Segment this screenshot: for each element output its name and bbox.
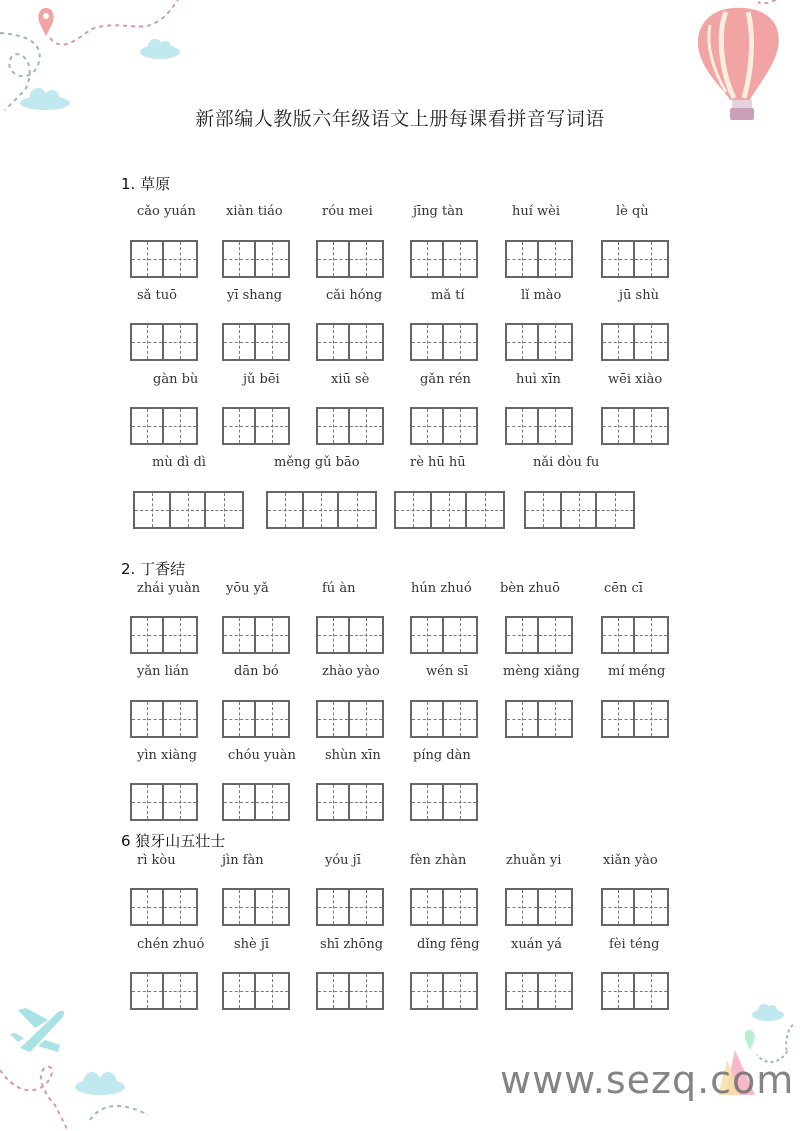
character-cell[interactable] — [350, 974, 382, 1008]
tianzige-answer-grid[interactable] — [130, 616, 198, 654]
character-cell[interactable] — [539, 242, 571, 276]
pinyin-prompt: mí méng — [608, 664, 666, 679]
tianzige-answer-grid[interactable] — [505, 888, 573, 926]
tianzige-answer-grid[interactable] — [410, 407, 478, 445]
character-cell[interactable] — [412, 242, 444, 276]
tianzige-answer-grid[interactable] — [222, 323, 290, 361]
watermark-text: www.sezq.com — [500, 1058, 795, 1102]
tianzige-answer-grid[interactable] — [601, 323, 669, 361]
pinyin-prompt: yǎn lián — [137, 664, 190, 679]
section-heading: 1. 草原 — [121, 175, 171, 193]
pinyin-prompt: chóu yuàn — [228, 748, 296, 763]
pinyin-prompt: píng dàn — [413, 748, 471, 763]
tianzige-answer-grid[interactable] — [601, 616, 669, 654]
character-cell[interactable] — [164, 325, 196, 359]
pinyin-prompt: rè hū hū — [410, 455, 466, 470]
pinyin-prompt: yī shang — [227, 288, 283, 303]
bottom-left-travel-decoration — [0, 990, 200, 1131]
character-cell[interactable] — [539, 409, 571, 443]
pinyin-prompt: zhào yào — [322, 664, 380, 679]
character-cell[interactable] — [635, 242, 667, 276]
character-cell[interactable] — [224, 409, 256, 443]
pinyin-prompt: gàn bù — [153, 372, 199, 387]
character-cell[interactable] — [597, 493, 633, 527]
tianzige-answer-grid[interactable] — [524, 491, 635, 529]
character-cell[interactable] — [132, 242, 164, 276]
character-cell[interactable] — [318, 974, 350, 1008]
character-cell[interactable] — [132, 325, 164, 359]
pinyin-prompt: shī zhōng — [320, 937, 384, 952]
character-cell[interactable] — [224, 890, 256, 924]
pinyin-prompt: yìn xiàng — [137, 748, 197, 763]
character-cell[interactable] — [164, 618, 196, 652]
character-cell[interactable] — [562, 493, 598, 527]
character-cell[interactable] — [507, 409, 539, 443]
tianzige-answer-grid[interactable] — [316, 888, 384, 926]
cloud-icon — [20, 39, 180, 110]
character-cell[interactable] — [467, 493, 503, 527]
character-cell[interactable] — [507, 618, 539, 652]
pinyin-prompt: xiàn tiáo — [226, 204, 283, 219]
character-cell[interactable] — [396, 493, 432, 527]
character-cell[interactable] — [603, 890, 635, 924]
tianzige-answer-grid[interactable] — [410, 240, 478, 278]
character-cell[interactable] — [350, 242, 382, 276]
character-cell[interactable] — [318, 785, 350, 819]
tianzige-answer-grid[interactable] — [316, 783, 384, 821]
tianzige-answer-grid[interactable] — [130, 783, 198, 821]
tianzige-answer-grid[interactable] — [130, 888, 198, 926]
character-cell[interactable] — [526, 493, 562, 527]
tianzige-answer-grid[interactable] — [505, 616, 573, 654]
character-cell[interactable] — [256, 702, 288, 736]
character-cell[interactable] — [350, 890, 382, 924]
pinyin-prompt: huí wèi — [512, 204, 561, 219]
character-cell[interactable] — [507, 242, 539, 276]
character-cell[interactable] — [304, 493, 340, 527]
pinyin-prompt: shè jī — [234, 937, 270, 952]
character-cell[interactable] — [206, 493, 242, 527]
pinyin-prompt: mèng xiǎng — [503, 664, 580, 679]
character-cell[interactable] — [444, 409, 476, 443]
character-cell[interactable] — [350, 702, 382, 736]
section-heading: 6 狼牙山五壮士 — [121, 832, 226, 850]
tianzige-answer-grid[interactable] — [316, 323, 384, 361]
tianzige-answer-grid[interactable] — [222, 888, 290, 926]
character-cell[interactable] — [444, 785, 476, 819]
character-cell[interactable] — [507, 974, 539, 1008]
character-cell[interactable] — [412, 702, 444, 736]
pinyin-prompt: cǎo yuán — [137, 204, 196, 219]
tianzige-answer-grid[interactable] — [601, 240, 669, 278]
character-cell[interactable] — [132, 785, 164, 819]
character-cell[interactable] — [318, 325, 350, 359]
character-cell[interactable] — [444, 325, 476, 359]
pinyin-prompt: dǐng fēng — [417, 937, 480, 952]
character-cell[interactable] — [635, 890, 667, 924]
tianzige-answer-grid[interactable] — [133, 491, 244, 529]
character-cell[interactable] — [164, 974, 196, 1008]
tianzige-answer-grid[interactable] — [222, 972, 290, 1010]
character-cell[interactable] — [444, 702, 476, 736]
pinyin-prompt: sǎ tuō — [137, 288, 177, 303]
pinyin-prompt: huì xīn — [516, 372, 561, 387]
tianzige-answer-grid[interactable] — [222, 783, 290, 821]
character-cell[interactable] — [635, 618, 667, 652]
character-cell[interactable] — [256, 974, 288, 1008]
character-cell[interactable] — [603, 618, 635, 652]
map-pin-icon — [745, 1030, 755, 1050]
tianzige-answer-grid[interactable] — [130, 407, 198, 445]
character-cell[interactable] — [539, 974, 571, 1008]
character-cell[interactable] — [164, 785, 196, 819]
tianzige-answer-grid[interactable] — [316, 972, 384, 1010]
pinyin-prompt: róu mei — [322, 204, 373, 219]
map-pin-icon — [38, 8, 53, 36]
pinyin-prompt: chén zhuó — [137, 937, 205, 952]
character-cell[interactable] — [603, 974, 635, 1008]
cloud-icon — [752, 1004, 784, 1021]
character-cell[interactable] — [164, 409, 196, 443]
tianzige-answer-grid[interactable] — [316, 407, 384, 445]
pinyin-prompt: shùn xīn — [325, 748, 381, 763]
pinyin-prompt: cǎi hóng — [326, 288, 383, 303]
character-cell[interactable] — [318, 242, 350, 276]
character-cell[interactable] — [412, 325, 444, 359]
top-left-travel-decoration — [0, 0, 200, 120]
pinyin-prompt: dān bó — [234, 664, 279, 679]
character-cell[interactable] — [224, 785, 256, 819]
tianzige-answer-grid[interactable] — [410, 972, 478, 1010]
tianzige-answer-grid[interactable] — [410, 323, 478, 361]
character-cell[interactable] — [444, 890, 476, 924]
character-cell[interactable] — [132, 409, 164, 443]
tianzige-answer-grid[interactable] — [410, 888, 478, 926]
tianzige-answer-grid[interactable] — [505, 407, 573, 445]
character-cell[interactable] — [444, 974, 476, 1008]
character-cell[interactable] — [635, 409, 667, 443]
tianzige-answer-grid[interactable] — [130, 972, 198, 1010]
tianzige-answer-grid[interactable] — [601, 700, 669, 738]
character-cell[interactable] — [539, 618, 571, 652]
pinyin-prompt: fèi téng — [609, 937, 660, 952]
tianzige-answer-grid[interactable] — [410, 700, 478, 738]
character-cell[interactable] — [224, 702, 256, 736]
character-cell[interactable] — [603, 242, 635, 276]
character-cell[interactable] — [224, 974, 256, 1008]
character-cell[interactable] — [412, 409, 444, 443]
cloud-icon — [75, 1072, 125, 1095]
character-cell[interactable] — [444, 242, 476, 276]
tianzige-answer-grid[interactable] — [222, 240, 290, 278]
character-cell[interactable] — [256, 242, 288, 276]
tianzige-answer-grid[interactable] — [130, 700, 198, 738]
pinyin-prompt: yóu jī — [325, 853, 361, 868]
airplane-icon — [10, 1008, 64, 1052]
character-cell[interactable] — [224, 325, 256, 359]
character-cell[interactable] — [350, 409, 382, 443]
character-cell[interactable] — [256, 890, 288, 924]
tianzige-answer-grid[interactable] — [505, 700, 573, 738]
tianzige-answer-grid[interactable] — [394, 491, 505, 529]
pinyin-prompt: jìn fàn — [222, 853, 264, 868]
character-cell[interactable] — [268, 493, 304, 527]
page-title: 新部编人教版六年级语文上册每课看拼音写词语 — [195, 108, 605, 130]
character-cell[interactable] — [444, 618, 476, 652]
character-cell[interactable] — [256, 618, 288, 652]
tianzige-answer-grid[interactable] — [601, 888, 669, 926]
character-cell[interactable] — [432, 493, 468, 527]
character-cell[interactable] — [132, 890, 164, 924]
pinyin-prompt: zhái yuàn — [137, 581, 201, 596]
pinyin-prompt: xiū sè — [331, 372, 370, 387]
tianzige-answer-grid[interactable] — [316, 240, 384, 278]
tianzige-answer-grid[interactable] — [130, 240, 198, 278]
character-cell[interactable] — [635, 325, 667, 359]
pinyin-prompt: mù dì dì — [152, 455, 206, 470]
character-cell[interactable] — [350, 618, 382, 652]
pinyin-prompt: jǔ bēi — [243, 372, 280, 387]
character-cell[interactable] — [224, 242, 256, 276]
pinyin-prompt: jū shù — [619, 288, 659, 303]
pinyin-prompt: xuán yá — [511, 937, 563, 952]
pinyin-prompt: gǎn rén — [420, 372, 471, 387]
character-cell[interactable] — [318, 890, 350, 924]
character-cell[interactable] — [412, 785, 444, 819]
tianzige-answer-grid[interactable] — [505, 972, 573, 1010]
tianzige-answer-grid[interactable] — [222, 700, 290, 738]
tianzige-answer-grid[interactable] — [505, 240, 573, 278]
tianzige-answer-grid[interactable] — [601, 972, 669, 1010]
tianzige-answer-grid[interactable] — [316, 616, 384, 654]
character-cell[interactable] — [603, 325, 635, 359]
character-cell[interactable] — [164, 890, 196, 924]
pinyin-prompt: xiǎn yào — [603, 853, 658, 868]
character-cell[interactable] — [256, 785, 288, 819]
character-cell[interactable] — [318, 618, 350, 652]
character-cell[interactable] — [132, 618, 164, 652]
pinyin-prompt: fèn zhàn — [410, 853, 467, 868]
pinyin-prompt: wēi xiào — [608, 372, 663, 387]
pinyin-prompt: lǐ mào — [521, 288, 562, 303]
character-cell[interactable] — [132, 974, 164, 1008]
section-heading: 2. 丁香结 — [121, 560, 186, 578]
pinyin-prompt: fú àn — [322, 581, 356, 596]
character-cell[interactable] — [132, 702, 164, 736]
tianzige-answer-grid[interactable] — [410, 616, 478, 654]
character-cell[interactable] — [339, 493, 375, 527]
character-cell[interactable] — [635, 974, 667, 1008]
pinyin-prompt: mǎ tí — [431, 288, 465, 303]
pinyin-prompt: rì kòu — [137, 853, 176, 868]
character-cell[interactable] — [224, 618, 256, 652]
tianzige-answer-grid[interactable] — [410, 783, 478, 821]
pinyin-prompt: nǎi dòu fu — [533, 455, 600, 470]
character-cell[interactable] — [350, 325, 382, 359]
pinyin-prompt: jīng tàn — [413, 204, 464, 219]
character-cell[interactable] — [171, 493, 207, 527]
character-cell[interactable] — [507, 702, 539, 736]
tianzige-answer-grid[interactable] — [222, 616, 290, 654]
character-cell[interactable] — [256, 409, 288, 443]
character-cell[interactable] — [256, 325, 288, 359]
pinyin-prompt: cēn cī — [604, 581, 643, 596]
character-cell[interactable] — [507, 890, 539, 924]
tianzige-answer-grid[interactable] — [222, 407, 290, 445]
character-cell[interactable] — [135, 493, 171, 527]
character-cell[interactable] — [412, 618, 444, 652]
tianzige-answer-grid[interactable] — [316, 700, 384, 738]
pinyin-prompt: měng gǔ bāo — [274, 455, 360, 470]
character-cell[interactable] — [539, 890, 571, 924]
pinyin-prompt: lè qù — [616, 204, 649, 219]
tianzige-answer-grid[interactable] — [601, 407, 669, 445]
pinyin-prompt: zhuǎn yi — [506, 853, 562, 868]
character-cell[interactable] — [350, 785, 382, 819]
character-cell[interactable] — [507, 325, 539, 359]
character-cell[interactable] — [318, 702, 350, 736]
character-cell[interactable] — [412, 974, 444, 1008]
tianzige-answer-grid[interactable] — [505, 323, 573, 361]
pinyin-prompt: bèn zhuō — [500, 581, 560, 596]
character-cell[interactable] — [603, 409, 635, 443]
tianzige-answer-grid[interactable] — [266, 491, 377, 529]
character-cell[interactable] — [539, 702, 571, 736]
pinyin-prompt: yōu yǎ — [226, 581, 269, 596]
pinyin-prompt: hún zhuó — [411, 581, 472, 596]
character-cell[interactable] — [318, 409, 350, 443]
character-cell[interactable] — [164, 242, 196, 276]
character-cell[interactable] — [164, 702, 196, 736]
character-cell[interactable] — [412, 890, 444, 924]
tianzige-answer-grid[interactable] — [130, 323, 198, 361]
pinyin-prompt: wén sī — [426, 664, 469, 679]
character-cell[interactable] — [635, 702, 667, 736]
character-cell[interactable] — [603, 702, 635, 736]
character-cell[interactable] — [539, 325, 571, 359]
